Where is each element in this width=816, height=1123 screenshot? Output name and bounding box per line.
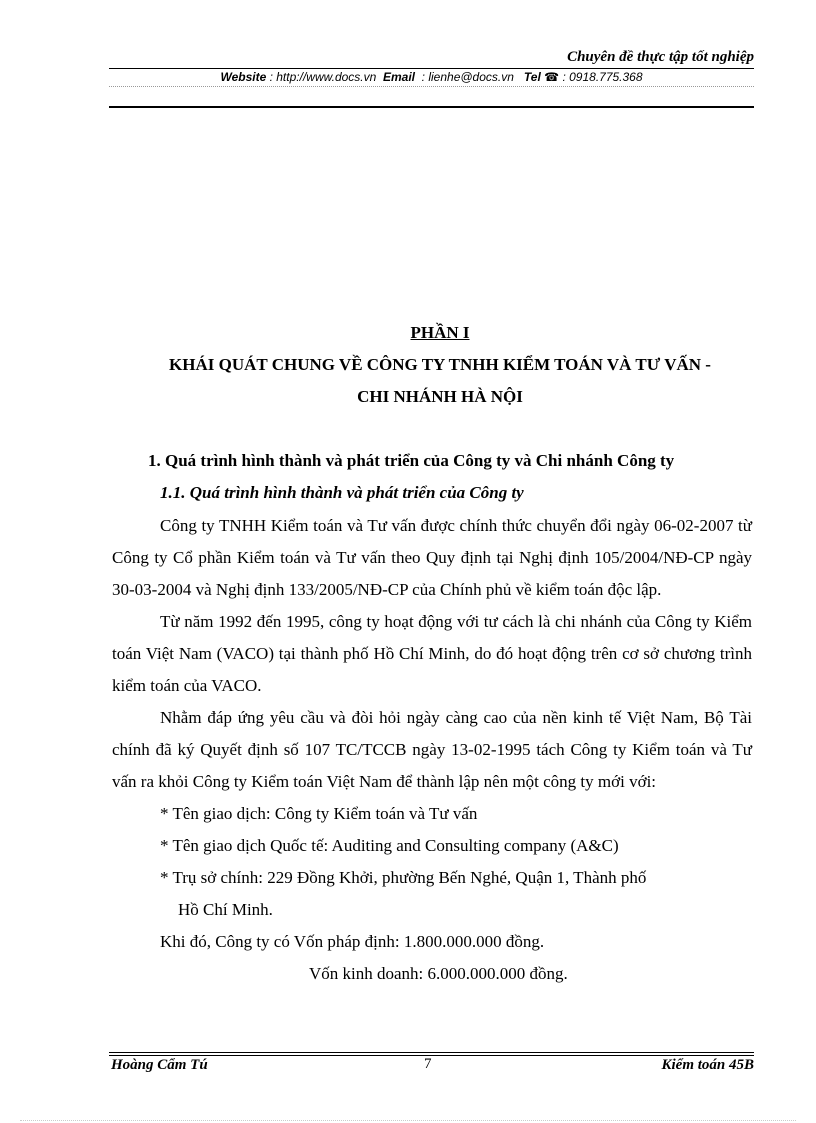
body-text <box>112 510 752 990</box>
section-heading-1: 1. Quá trình hình thành và phát triển của Công ty và Chi nhánh Công ty <box>148 451 675 470</box>
legal-capital-line: Khi đó, Công ty có Vốn pháp định: 1.800.000.000 đồng. <box>160 932 545 951</box>
footer-rule <box>109 1052 754 1053</box>
website-label: Website <box>220 70 267 84</box>
website-value: : http://www.docs.vn <box>269 70 377 84</box>
email-value: : lienhe@docs.vn <box>421 70 514 84</box>
bullet-head-office-cont: Hồ Chí Minh. <box>178 900 273 919</box>
business-capital-line: Vốn kinh doanh: 6.000.000.000 đồng. <box>309 964 568 983</box>
email-label: Email <box>382 70 415 84</box>
header-contact-line <box>109 70 754 84</box>
tel-value: : 0918.775.368 <box>562 70 643 84</box>
header-dotted-rule <box>109 86 754 87</box>
page-number: 7 <box>424 1056 432 1072</box>
header-title: Chuyên đề thực tập tốt nghiệp <box>567 49 754 65</box>
header-thick-rule <box>109 106 754 108</box>
footer-class: Kiểm toán 45B <box>661 1057 754 1073</box>
bullet-trade-name: * Tên giao dịch: Công ty Kiểm toán và Tư vấn <box>160 804 478 823</box>
header-rule <box>109 68 754 69</box>
tel-label: Tel ☎ <box>523 70 560 84</box>
bullet-international-name: * Tên giao dịch Quốc tế: Auditing and Consulting company (A&C) <box>160 836 619 855</box>
footer-author: Hoàng Cẩm Tú <box>111 1057 208 1073</box>
page-bottom-dotted-rule <box>20 1120 796 1121</box>
part-title: PHẦN I <box>410 323 470 342</box>
paragraph-2: Từ năm 1992 đến 1995, công ty hoạt động với tư cách là chi nhánh của Công ty Kiểm toán Việt Nam (VACO) tại thành phố Hồ Chí Minh, do đó hoạt động trên cơ sở chương trình kiểm toán của VACO. <box>112 612 752 695</box>
chapter-title-line2: CHI NHÁNH HÀ NỘI <box>357 387 523 406</box>
paragraph-3: Nhằm đáp ứng yêu cầu và đòi hỏi ngày càng cao của nền kinh tế Việt Nam, Bộ Tài chính đã ký Quyết định số 107 TC/TCCB ngày 13-02-1995 tách Công ty Kiểm toán và Tư vấn ra khỏi Công ty Kiểm toán Việt Nam để thành lập nên một công ty mới với: <box>112 708 752 791</box>
chapter-title-line1: KHÁI QUÁT CHUNG VỀ CÔNG TY TNHH KIỂM TOÁN VÀ TƯ VẤN - <box>169 355 711 374</box>
bullet-head-office: * Trụ sở chính: 229 Đồng Khởi, phường Bến Nghé, Quận 1, Thành phố <box>160 868 647 887</box>
section-heading-1-1: 1.1. Quá trình hình thành và phát triển của Công ty <box>160 483 524 502</box>
paragraph-1: Công ty TNHH Kiểm toán và Tư vấn được chính thức chuyển đổi ngày 06-02-2007 từ Công ty Cổ phần Kiểm toán và Tư vấn theo Quy định tại Nghị định 105/2004/NĐ-CP ngày 30-03-2004 và Nghị định 133/2005/NĐ-CP của Chính phủ về kiểm toán độc lập. <box>112 516 752 599</box>
